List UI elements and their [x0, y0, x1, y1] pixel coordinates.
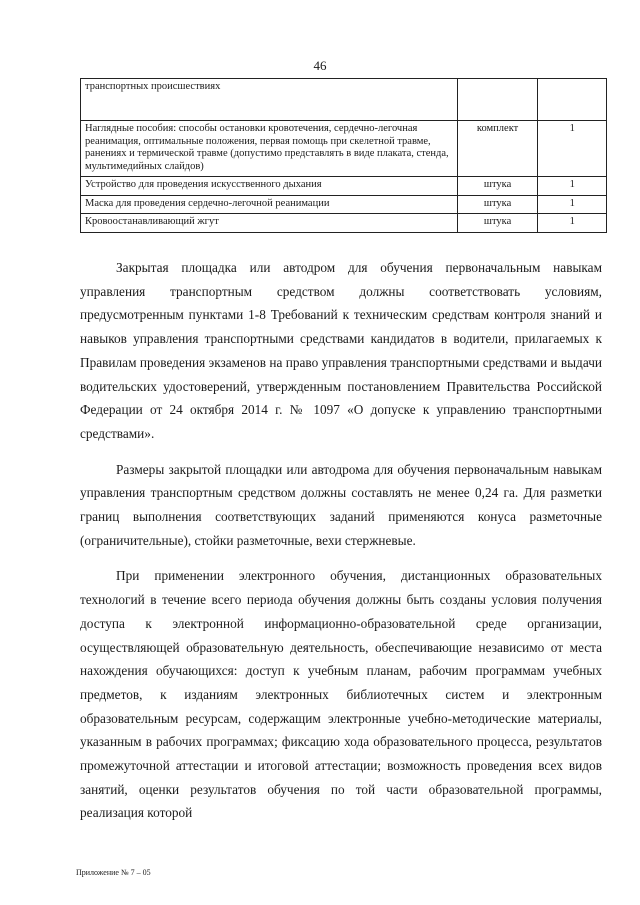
table-row [81, 177, 607, 196]
item-unit: штука [457, 214, 538, 233]
item-quantity: 1 [538, 177, 607, 196]
table-row [81, 214, 607, 233]
table-row [81, 121, 607, 177]
item-name: Устройство для проведения искусственного дыхания [81, 177, 458, 196]
table-row [81, 195, 607, 214]
footer-appendix-label: Приложение № 7 – 05 [76, 868, 151, 877]
table-row [81, 79, 607, 121]
equipment-table [80, 78, 607, 233]
item-quantity: 1 [538, 121, 607, 177]
item-name: Кровоостанавливающий жгут [81, 214, 458, 233]
item-name: Наглядные пособия: способы остановки кровотечения, сердечно-легочная реанимация, оптимальные положения, первая помощь при скелетной травме, ранениях и термической травме (допустимо представлять в виде плаката, стенда, мультимедийных слайдов) [81, 121, 458, 177]
item-unit: штука [457, 195, 538, 214]
item-name: Маска для проведения сердечно-легочной реанимации [81, 195, 458, 214]
page-number: 46 [313, 58, 327, 73]
item-quantity: 1 [538, 195, 607, 214]
item-quantity: 1 [538, 214, 607, 233]
item-quantity [538, 79, 607, 121]
paragraph-e-learning: При применении электронного обучения, дистанционных образовательных технологий в течение всего периода обучения должны быть созданы условия получения доступа к электронной информационно-образовательной среде организации, осуществляющей образовательную деятельность, обеспечивающие независимо от места нахождения обучающихся: доступ к учебным планам, рабочим программам учебных предметов, к изданиям электронных библиотечных систем и электронным образовательным ресурсам, содержащим электронные учебно-методические материалы, указанным в рабочих программах; фиксацию хода образовательного процесса, результатов промежуточной аттестации и итоговой аттестации; возможность проведения всех видов занятий, оценки результатов обучения по той части образовательной программы, реализация которой [80, 568, 602, 821]
item-unit [457, 79, 538, 121]
paragraph-training-ground: Закрытая площадка или автодром для обучения первоначальным навыкам управления транспортным средством должны соответствовать условиям, предусмотренным пунктами 1-8 Требований к техническим средствам контроля знаний и навыков управления транспортными средствами кандидатов в водители, прилагаемых к Правилам проведения экзаменов на право управления транспортными средствами и выдачи водительских удостоверений, утвержденным постановлением Правительства Российской Федерации от 24 октября 2014 г. № 1097 «О допуске к управлению транспортными средствами». [80, 260, 602, 441]
item-unit: штука [457, 177, 538, 196]
document-body [80, 256, 602, 825]
paragraph-ground-size: Размеры закрытой площадки или автодрома для обучения первоначальным навыкам управления транспортным средством должны составлять не менее 0,24 га. Для разметки границ выполнения соответствующих заданий применяются конуса разметочные (ограничительные), стойки разметочные, вехи стержневые. [80, 461, 602, 548]
item-unit: комплект [457, 121, 538, 177]
item-name: транспортных происшествиях [81, 79, 458, 121]
